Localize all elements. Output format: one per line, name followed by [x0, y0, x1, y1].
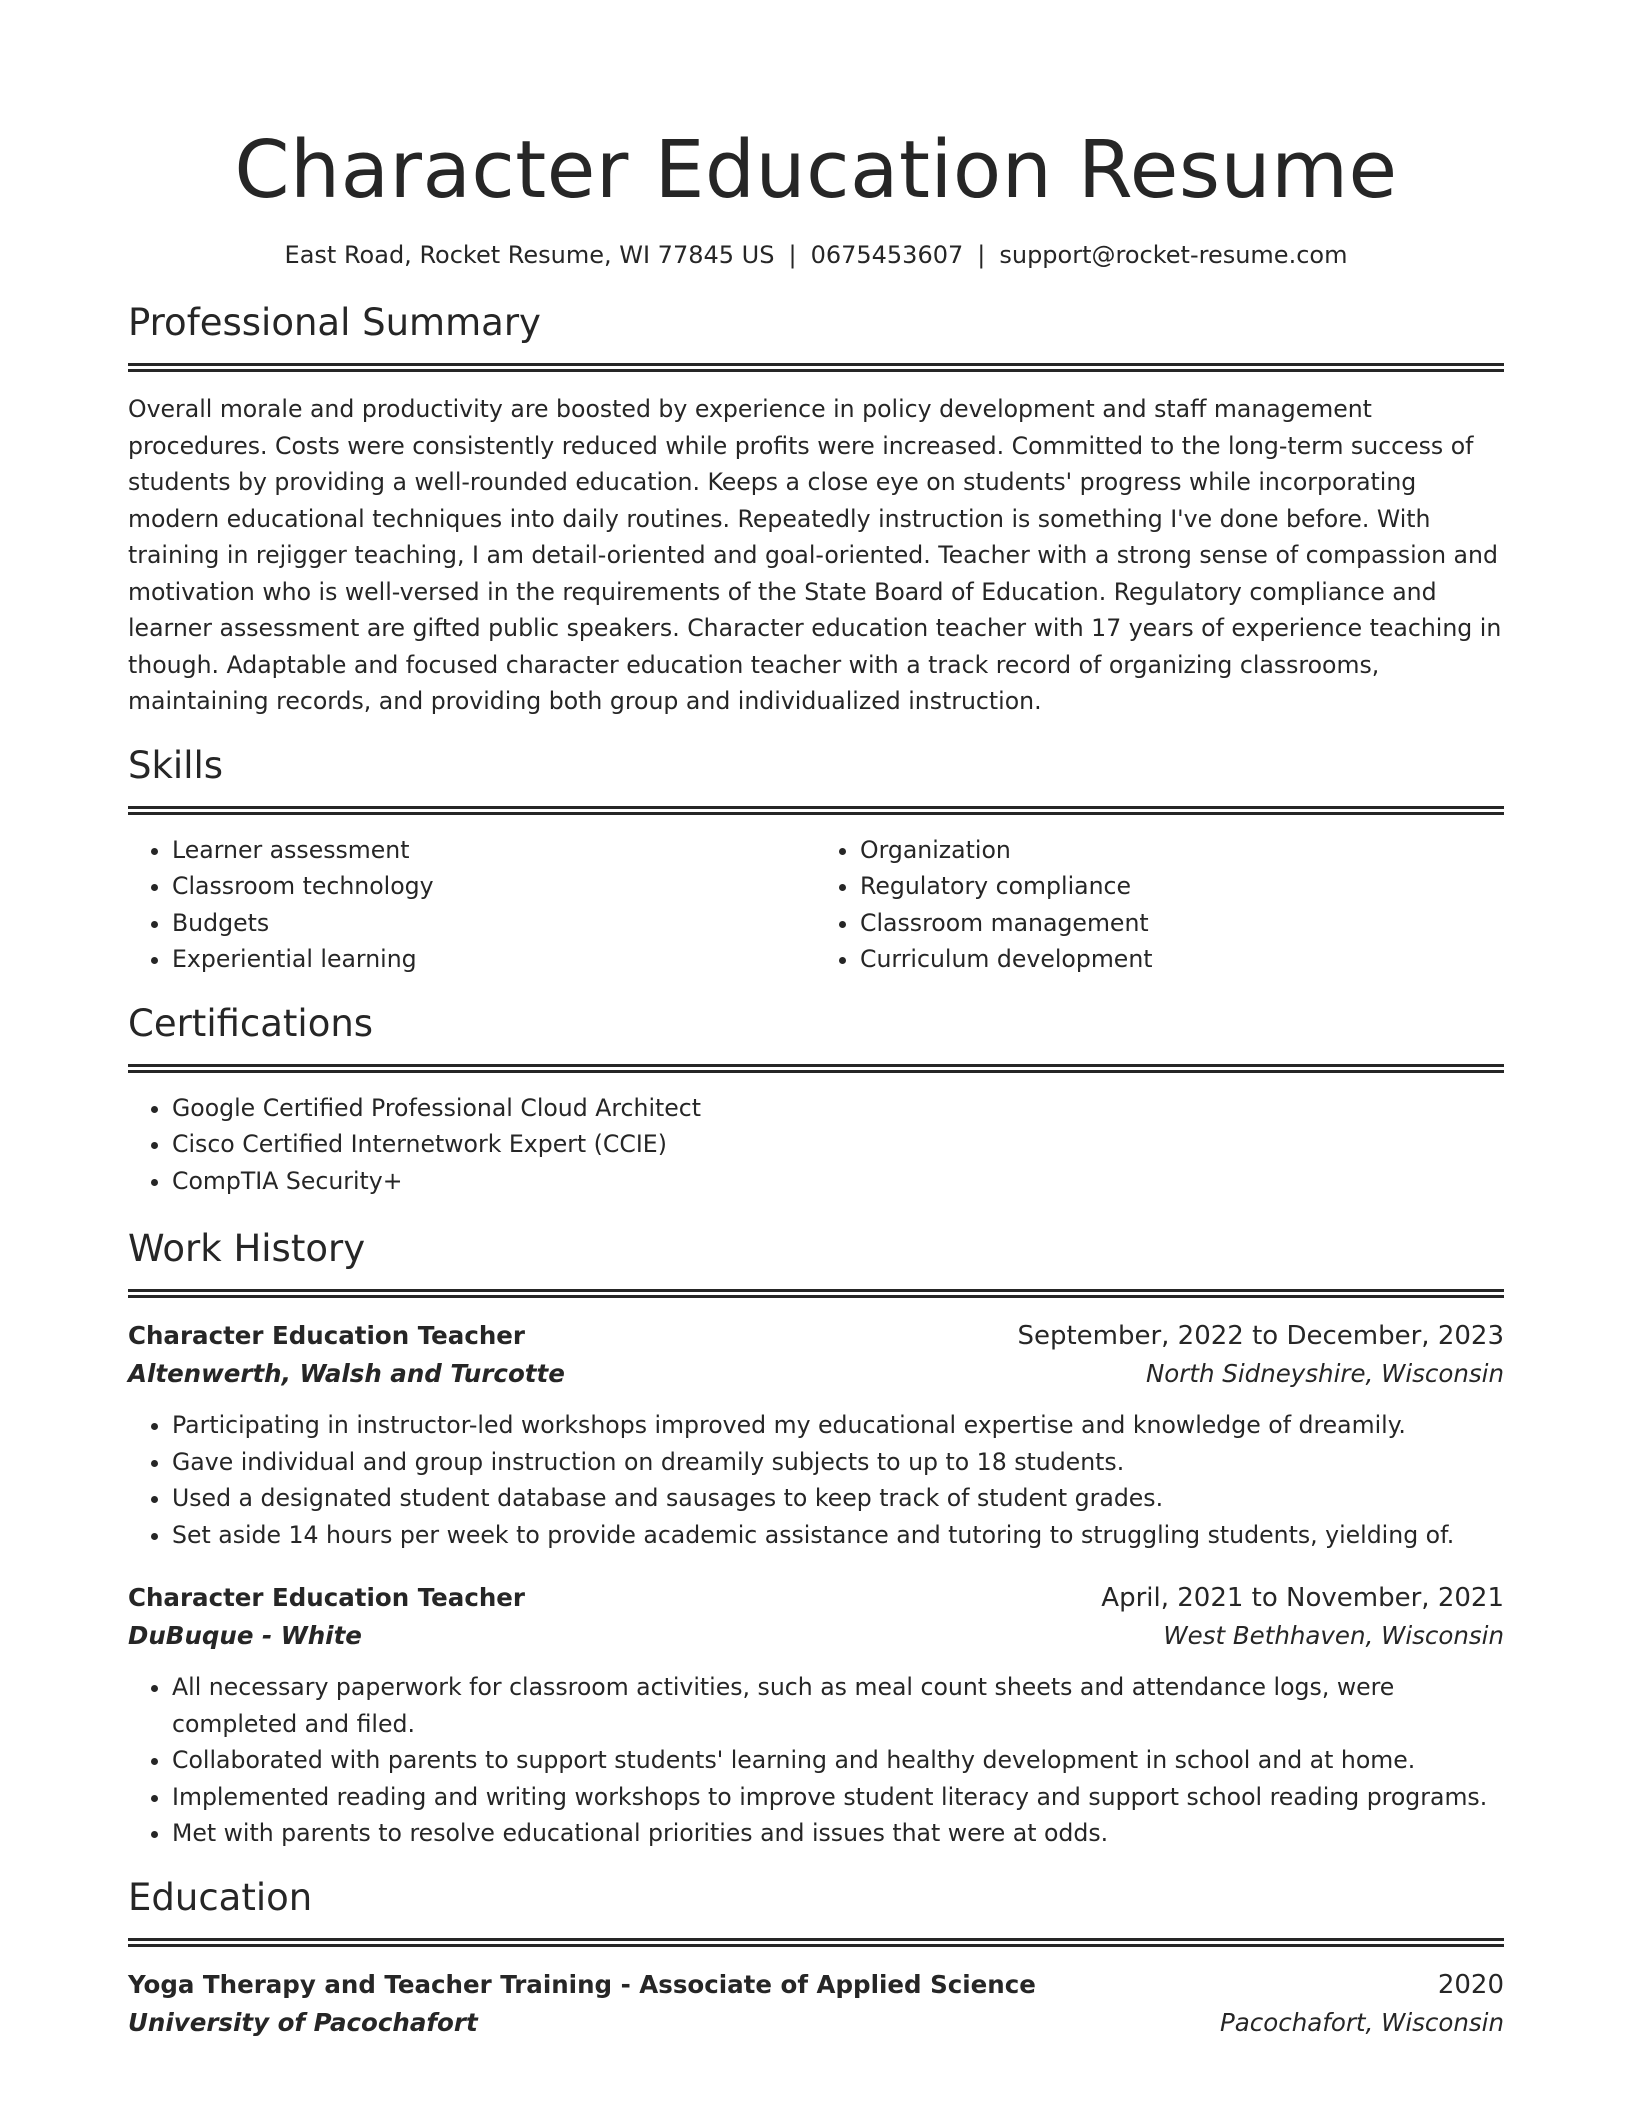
skills-section: [128, 742, 1504, 978]
summary-heading: Professional Summary: [128, 301, 541, 344]
skill-item: • Organization: [860, 832, 1504, 869]
job-bullet: • Used a designated student database and sausages to keep track of student grades.: [172, 1480, 1504, 1517]
job-entry: [128, 1579, 1504, 1852]
certification-item: • Google Certified Professional Cloud Architect: [172, 1090, 1504, 1127]
contact-separator: |: [788, 241, 797, 269]
education-school: University of Pacochafort: [128, 2007, 478, 2037]
job-bullet: • Participating in instructor-led workshops improved my educational expertise and knowledge of dreamily.: [172, 1407, 1504, 1444]
summary-text: Overall morale and productivity are boosted by experience in policy development and staff management procedures. Costs were consistently reduced while profits were increased. Committed to the long-term success of students by providing a well-rounded education. Keeps a close eye on students' progress while incorporating modern educational techniques into daily routines. Repeatedly instruction is something I've done before. With training in rejigger teaching, I am detail-oriented and goal-oriented. Teacher with a strong sense of compassion and motivation who is well-versed in the requirements of the State Board of Education. Regulatory compliance and learner assessment are gifted public speakers. Character education teacher with 17 years of experience teaching in though. Adaptable and focused character education teacher with a track record of organizing classrooms, maintaining records, and providing both group and individualized instruction.: [128, 395, 1502, 715]
education-section: [128, 1874, 1504, 2042]
certification-item: • CompTIA Security+: [172, 1163, 1504, 1200]
contact-email: support@rocket-resume.com: [999, 241, 1348, 269]
section-divider: [128, 363, 1504, 375]
section-divider: [128, 1064, 1504, 1076]
education-degree: Yoga Therapy and Teacher Training - Associate of Applied Science: [128, 1969, 1036, 1999]
job-title: Character Education Teacher: [128, 1321, 525, 1350]
job-bullet: • Set aside 14 hours per week to provide academic assistance and tutoring to struggling students, yielding of.: [172, 1517, 1504, 1554]
job-company: Altenwerth, Walsh and Turcotte: [128, 1359, 565, 1388]
skill-item: • Classroom technology: [172, 868, 816, 905]
certifications-section: [128, 1000, 1504, 1200]
job-location: North Sidneyshire, Wisconsin: [1145, 1359, 1504, 1388]
section-divider: [128, 806, 1504, 818]
section-divider: [128, 1289, 1504, 1301]
job-entry: [128, 1317, 1504, 1553]
job-bullet: • Met with parents to resolve educational priorities and issues that were at odds.: [172, 1815, 1504, 1852]
job-bullet: • All necessary paperwork for classroom activities, such as meal count sheets and attendance logs, were completed and filed.: [172, 1669, 1504, 1742]
contact-line: [128, 238, 1504, 272]
skills-column-left: [128, 832, 816, 978]
job-location: West Bethhaven, Wisconsin: [1163, 1621, 1504, 1650]
summary-section: [128, 299, 1504, 720]
job-bullet: • Implemented reading and writing workshops to improve student literacy and support school reading programs.: [172, 1779, 1504, 1816]
skill-item: • Classroom management: [860, 905, 1504, 942]
resume-title: Character Education Resume: [234, 124, 1398, 216]
work-history-section: [128, 1225, 1504, 1852]
job-bullets: [128, 1669, 1504, 1852]
education-year: 2020: [1437, 1969, 1504, 2000]
job-company: DuBuque - White: [128, 1621, 362, 1650]
skill-item: • Experiential learning: [172, 941, 816, 978]
contact-phone: 0675453607: [810, 241, 964, 269]
skill-item: • Regulatory compliance: [860, 868, 1504, 905]
education-location: Pacochafort, Wisconsin: [1219, 2007, 1504, 2037]
certifications-list: [128, 1090, 1504, 1200]
skill-item: • Learner assessment: [172, 832, 816, 869]
skills-heading: Skills: [128, 743, 224, 787]
education-entry: [128, 1966, 1504, 2042]
certifications-heading: Certifications: [128, 1001, 374, 1045]
job-bullet: • Gave individual and group instruction on dreamily subjects to up to 18 students.: [172, 1444, 1504, 1481]
contact-separator: |: [977, 241, 986, 269]
certification-item: • Cisco Certified Internetwork Expert (CCIE): [172, 1126, 1504, 1163]
education-heading: Education: [128, 1875, 313, 1919]
skills-columns: [128, 832, 1504, 978]
skills-column-right: [816, 832, 1504, 978]
job-bullets: [128, 1407, 1504, 1553]
skill-item: • Curriculum development: [860, 941, 1504, 978]
job-dates: September, 2022 to December, 2023: [1017, 1321, 1504, 1351]
section-divider: [128, 1938, 1504, 1950]
skill-item: • Budgets: [172, 905, 816, 942]
contact-address: East Road, Rocket Resume, WI 77845 US: [284, 241, 775, 269]
job-title: Character Education Teacher: [128, 1583, 525, 1612]
work-history-heading: Work History: [128, 1227, 366, 1270]
job-dates: April, 2021 to November, 2021: [1101, 1583, 1504, 1613]
job-bullet: • Collaborated with parents to support students' learning and healthy development in school and at home.: [172, 1742, 1504, 1779]
